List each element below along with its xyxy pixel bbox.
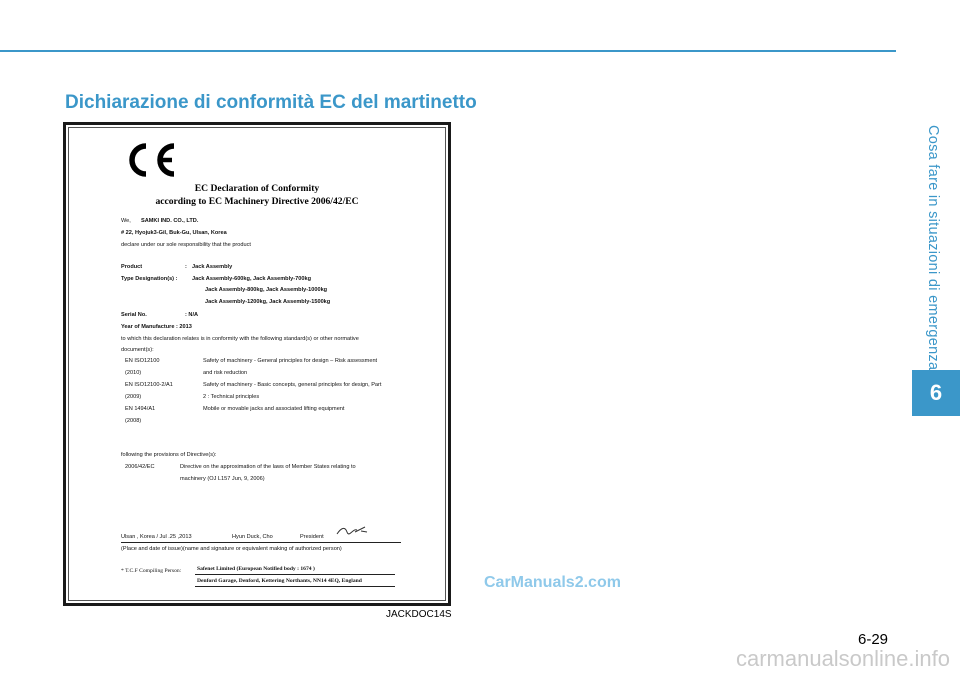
company-address: # 22, Hyojuk3-Gil, Buk-Gu, Ulsan, Korea (121, 230, 227, 236)
tcf-label: * T.C.F Compiling Person: (121, 568, 182, 574)
certificate-title: EC Declaration of Conformity (194, 183, 320, 194)
standard-desc: Safety of machinery - Basic concepts, general principles for design, Part (203, 382, 382, 388)
standard-code: (2009) (125, 394, 142, 400)
standard-desc: Mobile or movable jacks and associated lifting equipment (203, 406, 345, 412)
signatory-role: President (300, 534, 324, 540)
chapter-number: 6 (929, 380, 943, 405)
type-designation-line: Jack Assembly-600kg, Jack Assembly-700kg (192, 276, 311, 282)
signature-rule (121, 542, 401, 543)
tcf-rule (195, 574, 395, 575)
product-value: Jack Assembly (192, 264, 233, 270)
standard-code: (2010) (125, 370, 142, 376)
declaration-inner-border (68, 127, 446, 601)
directive-desc: Directive on the approximation of the laws of Member States relating to (180, 464, 356, 470)
declaration-statement: declare under our sole responsibility that the product (121, 242, 251, 248)
page-number: 6-29 (858, 631, 889, 648)
section-title: Dichiarazione di conformità EC del martinetto (65, 92, 477, 113)
handwritten-signature-icon (335, 524, 369, 538)
chapter-tab[interactable] (912, 370, 960, 416)
directive-desc: machinery (OJ L157 Jun, 9, 2006) (180, 476, 265, 482)
carmanuals-watermark: CarManuals2.com (484, 574, 621, 591)
company-name: SAMKI IND. CO., LTD. (141, 218, 199, 224)
signature-caption: (Place and date of issue)(name and signature or equivalent making of authorized person) (121, 546, 342, 552)
chapter-side-title: Cosa fare in situazioni di emergenza (925, 125, 941, 371)
conformity-statement: to which this declaration relates is in conformity with the following standard(s) or other normative (121, 336, 359, 342)
signatory-name: Hyun Duck, Cho (232, 534, 273, 540)
type-designation-label: Type Designation(s) : (121, 276, 178, 282)
type-designation-line: Jack Assembly-800kg, Jack Assembly-1000kg (205, 287, 328, 293)
standard-desc: Safety of machinery - General principles for design – Risk assessment (203, 358, 378, 364)
product-label: Product (121, 264, 143, 270)
footer-watermark: carmanualsonline.info (735, 646, 950, 671)
declaration-image (63, 122, 451, 606)
header-rule (0, 50, 896, 52)
serial-value: : N/A (185, 312, 199, 318)
certificate-subtitle: according to EC Machinery Directive 2006/42/EC (155, 196, 359, 207)
product-colon: : (185, 264, 187, 270)
ce-mark-icon (124, 142, 178, 178)
standard-code: (2008) (125, 418, 142, 424)
tcf-rule (195, 586, 395, 587)
standard-code: EN 1494/A1 (125, 406, 156, 412)
directive-code: 2006/42/EC (125, 464, 155, 470)
year-of-manufacture: Year of Manufacture : 2013 (121, 324, 192, 330)
type-designation-line: Jack Assembly-1200kg, Jack Assembly-1500kg (205, 299, 331, 305)
provisions-label: following the provisions of Directive(s): (121, 452, 217, 458)
serial-label: Serial No. (121, 312, 147, 318)
tcf-address: Denford Garage, Denford, Kettering Northants, NN14 4EQ, England (197, 578, 362, 584)
image-code: JACKDOC14S (386, 609, 452, 620)
we-label: We, (121, 218, 131, 224)
standard-code: EN ISO12100-2/A1 (125, 382, 173, 388)
standard-code: EN ISO12100 (125, 358, 160, 364)
tcf-notified-body: Safenet Limited (European Notified body : 1674 ) (197, 566, 315, 572)
standard-desc: and risk reduction (203, 370, 248, 376)
standard-desc: 2 : Technical principles (203, 394, 260, 400)
conformity-statement: document(s): (121, 347, 154, 353)
sign-place-date: Ulsan , Korea / Jul .25 ,2013 (121, 534, 192, 540)
